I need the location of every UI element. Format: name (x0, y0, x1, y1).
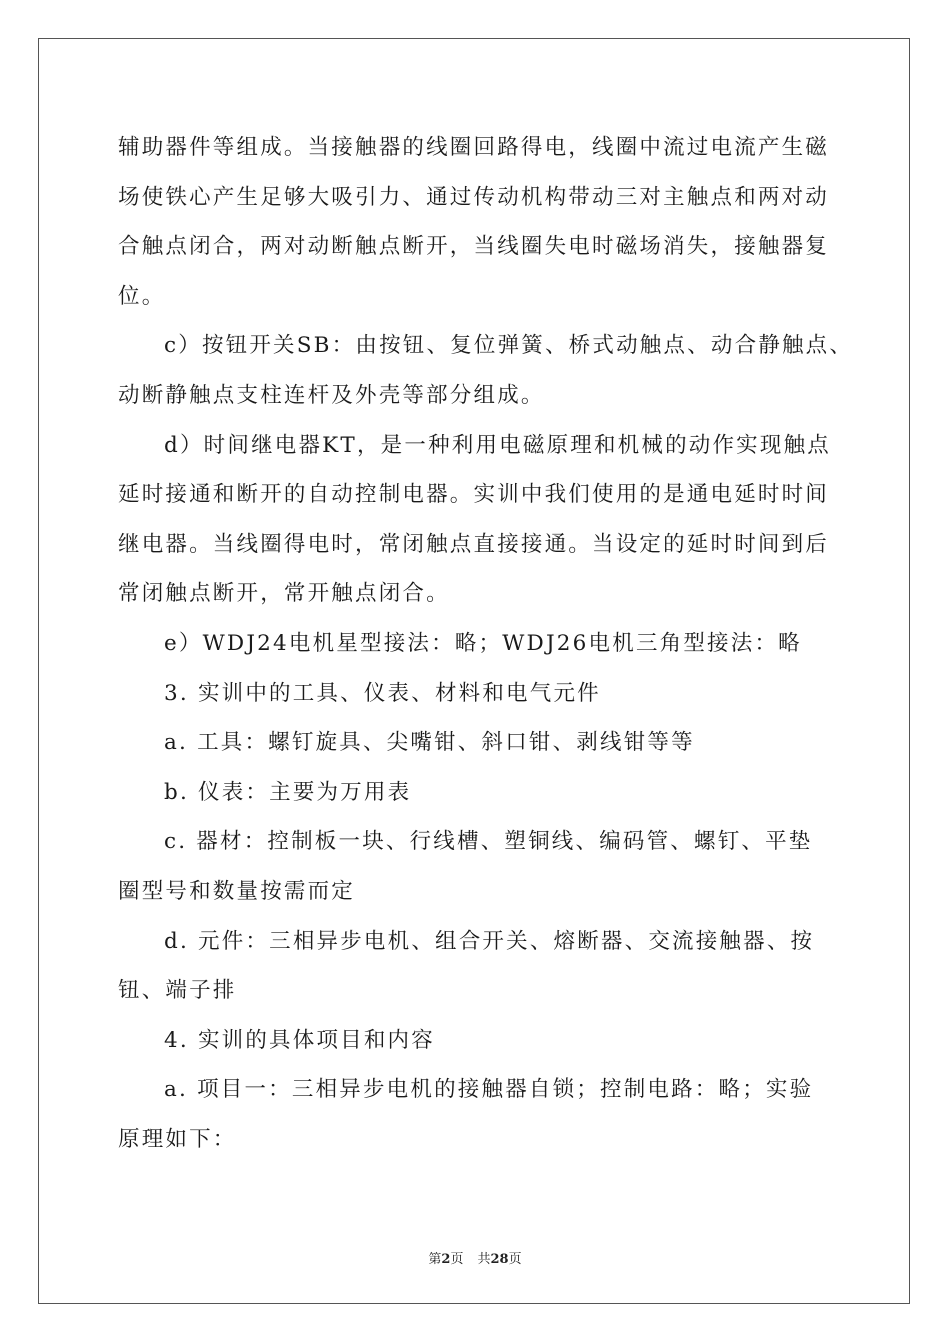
text-line: 钮、端子排 (118, 978, 237, 1004)
text-line: 场使铁心产生足够大吸引力、通过传动机构带动三对主触点和两对动 (118, 184, 830, 210)
page-footer (0, 1248, 950, 1267)
text-line: 继电器。当线圈得电时，常闭触点直接接通。当设定的延时时间到后 (118, 531, 830, 557)
text-line: c）按钮开关SB：由按钮、复位弹簧、桥式动触点、动合静触点、 (164, 333, 854, 359)
text-line: 位。 (118, 283, 166, 309)
text-line: 原理如下： (118, 1126, 237, 1152)
text-line: b. 仪表：主要为万用表 (164, 779, 412, 805)
page-suffix: 页 (450, 1252, 464, 1267)
section-heading: 3. 实训中的工具、仪表、材料和电气元件 (164, 680, 601, 706)
text-line: 延时接通和断开的自动控制电器。实训中我们使用的是通电延时时间 (118, 482, 830, 508)
text-line: 合触点闭合，两对动断触点断开，当线圈失电时磁场消失，接触器复 (118, 234, 830, 260)
text-line: 辅助器件等组成。当接触器的线圈回路得电，线圈中流过电流产生磁 (118, 135, 830, 160)
text-line: a. 工具：螺钉旋具、尖嘴钳、斜口钳、剥线钳等等 (164, 730, 695, 756)
total-prefix: 共 (477, 1252, 491, 1267)
page-number: 2 (441, 1252, 451, 1267)
text-line: 常闭触点断开，常开触点闭合。 (118, 581, 450, 607)
text-line: 动断静触点支柱连杆及外壳等部分组成。 (118, 382, 545, 408)
text-line: c. 器材：控制板一块、行线槽、塑铜线、编码管、螺钉、平垫 (164, 829, 813, 855)
text-line: e）WDJ24电机星型接法：略；WDJ26电机三角型接法：略 (164, 630, 802, 656)
section-heading: 4. 实训的具体项目和内容 (164, 1027, 435, 1053)
text-line: d. 元件：三相异步电机、组合开关、熔断器、交流接触器、按 (164, 928, 815, 954)
text-line: 圈型号和数量按需而定 (118, 878, 356, 904)
text-line: a. 项目一：三相异步电机的接触器自锁；控制电路：略；实验 (164, 1077, 814, 1103)
page-prefix: 第 (428, 1252, 442, 1267)
total-pages: 28 (490, 1252, 509, 1267)
document-body (118, 130, 854, 1171)
text-line: d）时间继电器KT，是一种利用电磁原理和机械的动作实现触点 (164, 432, 831, 458)
total-suffix: 页 (508, 1252, 522, 1267)
